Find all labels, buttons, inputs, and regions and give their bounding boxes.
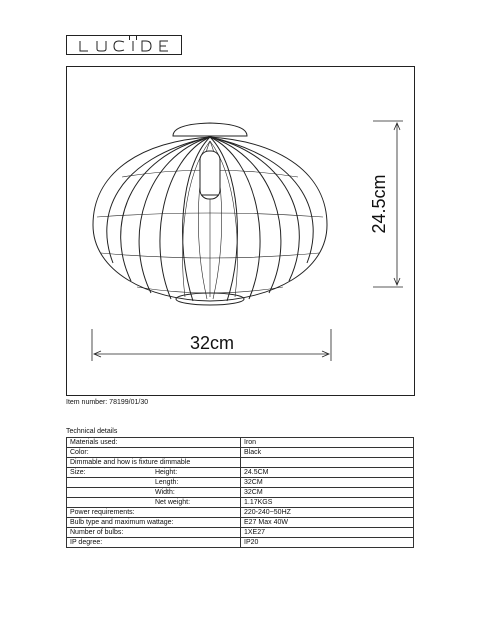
row-value: 220-240~50HZ [241, 508, 414, 518]
row-value: 32CM [241, 488, 414, 498]
row-label [67, 448, 241, 458]
row-label [67, 438, 241, 448]
row-label-text: Number of bulbs: [70, 529, 124, 536]
row-value: 1XE27 [241, 528, 414, 538]
height-dimension-label: 24.5cm [369, 174, 389, 234]
row-value: 1.17KGS [241, 498, 414, 508]
row-label [67, 478, 241, 488]
table-row [67, 538, 414, 548]
row-label-text: Materials used: [70, 439, 118, 446]
row-label [67, 498, 241, 508]
row-label [67, 468, 241, 478]
row-label-text: Bulb type and maximum wattage: [70, 519, 174, 526]
row-value: E27 Max 40W [241, 518, 414, 528]
row-label [67, 488, 241, 498]
technical-details-table [66, 437, 414, 548]
row-label [67, 528, 241, 538]
table-row [67, 498, 414, 508]
row-sublabel: Length: [155, 479, 179, 486]
row-label-text: Color: [70, 449, 89, 456]
row-value: 24.5CM [241, 468, 414, 478]
row-sublabel: Height: [155, 469, 178, 476]
table-row [67, 438, 414, 448]
row-label [67, 508, 241, 518]
table-row [67, 448, 414, 458]
row-sublabel: Net weight: [155, 499, 191, 506]
table-row [67, 458, 414, 468]
row-value: 32CM [241, 478, 414, 488]
table-row [67, 468, 414, 478]
row-value: IP20 [241, 538, 414, 548]
table-row [67, 508, 414, 518]
row-value: Iron [241, 438, 414, 448]
product-drawing [66, 66, 415, 396]
brand-logo [66, 35, 182, 55]
technical-details-title: Technical details [66, 428, 118, 435]
lucide-logo-mark [67, 36, 183, 56]
row-label [67, 538, 241, 548]
table-row [67, 488, 414, 498]
width-dimension-label: 32cm [189, 333, 235, 353]
row-label [67, 458, 241, 468]
row-value [241, 458, 414, 468]
item-number: Item number: 78199/01/30 [66, 399, 149, 406]
table-row [67, 528, 414, 538]
table-row [67, 518, 414, 528]
row-label-text: Power requirements: [70, 509, 135, 516]
row-value: Black [241, 448, 414, 458]
row-label-text: Size: [70, 469, 86, 476]
row-label [67, 518, 241, 528]
table-row [67, 478, 414, 488]
lamp-illustration [67, 67, 416, 397]
row-sublabel: Width: [155, 489, 175, 496]
row-label-text: Dimmable and how is fixture dimmable [70, 459, 191, 466]
row-label-text: IP degree: [70, 539, 103, 546]
